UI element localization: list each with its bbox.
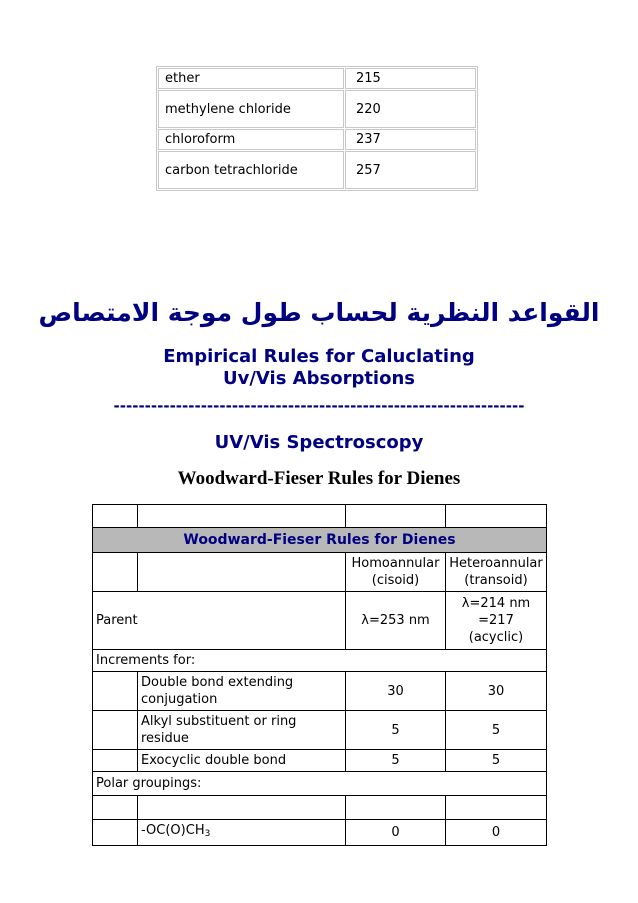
- uvvis-title: UV/Vis Spectroscopy: [214, 432, 424, 453]
- solvent-table: [156, 66, 478, 191]
- increments-label: Increments for:: [93, 650, 547, 672]
- increment-hetero: 30: [446, 672, 547, 711]
- table-banner: Woodward-Fieser Rules for Dienes: [93, 528, 547, 553]
- ococh3-hetero: 0: [446, 820, 547, 846]
- solvent-name: chloroform: [158, 129, 344, 150]
- table-cell: [138, 796, 346, 820]
- table-banner-row: [93, 528, 547, 553]
- ococh3-label: [138, 820, 346, 846]
- table-row: [93, 711, 547, 750]
- increment-label: Alkyl substituent or ring residue: [138, 711, 346, 750]
- table-row: [93, 820, 547, 846]
- increment-homo: 5: [346, 711, 446, 750]
- increment-hetero: 5: [446, 750, 547, 772]
- table-row: [93, 772, 547, 796]
- solvent-name: carbon tetrachloride: [158, 151, 344, 189]
- parent-homo-value: λ=253 nm: [346, 592, 446, 650]
- parent-label: Parent: [93, 592, 346, 650]
- solvent-value: 237: [345, 129, 476, 150]
- table-cell: [346, 505, 446, 528]
- table-row: [93, 592, 547, 650]
- table-cell: [138, 553, 346, 592]
- heteroannular-header: Heteroannular (transoid): [446, 553, 547, 592]
- table-cell: [93, 553, 138, 592]
- table-cell: [138, 505, 346, 528]
- empirical-rules-title: Empirical Rules for Caluclating Uv/Vis Absorptions: [163, 346, 475, 389]
- polar-groupings-label: Polar groupings:: [93, 772, 547, 796]
- table-row: [93, 672, 547, 711]
- arabic-title: القواعد النظرية لحساب طول موجة الامتصاص: [38, 298, 600, 327]
- dash-separator: ------------------------------------------------------------------: [113, 397, 525, 415]
- table-cell: [93, 711, 138, 750]
- solvent-value: 220: [345, 90, 476, 128]
- increment-label: Double bond extending conjugation: [138, 672, 346, 711]
- table-cell: [93, 820, 138, 846]
- solvent-row: [158, 129, 476, 150]
- solvent-row: [158, 90, 476, 128]
- table-cell: [93, 505, 138, 528]
- table-cell: [93, 750, 138, 772]
- solvent-name: methylene chloride: [158, 90, 344, 128]
- table-cell: [446, 796, 547, 820]
- table-cell: [346, 796, 446, 820]
- ococh3-prefix: -OC(O)CH: [141, 823, 205, 838]
- increment-hetero: 5: [446, 711, 547, 750]
- homoannular-header: Homoannular (cisoid): [346, 553, 446, 592]
- solvent-value: 257: [345, 151, 476, 189]
- table-row: [93, 553, 547, 592]
- table-row: [93, 505, 547, 528]
- table-row: [93, 750, 547, 772]
- solvent-row: [158, 68, 476, 89]
- table-cell: [93, 672, 138, 711]
- increment-label: Exocyclic double bond: [138, 750, 346, 772]
- solvent-value: 215: [345, 68, 476, 89]
- table-row: [93, 796, 547, 820]
- solvent-row: [158, 151, 476, 189]
- increment-homo: 5: [346, 750, 446, 772]
- woodward-fieser-table: [92, 504, 547, 846]
- woodward-fieser-title: Woodward-Fieser Rules for Dienes: [177, 468, 461, 489]
- parent-hetero-value: λ=214 nm =217 (acyclic): [446, 592, 547, 650]
- ococh3-homo: 0: [346, 820, 446, 846]
- solvent-name: ether: [158, 68, 344, 89]
- table-row: [93, 650, 547, 672]
- increment-homo: 30: [346, 672, 446, 711]
- table-cell: [93, 796, 138, 820]
- ococh3-subscript: 3: [204, 829, 211, 839]
- table-cell: [446, 505, 547, 528]
